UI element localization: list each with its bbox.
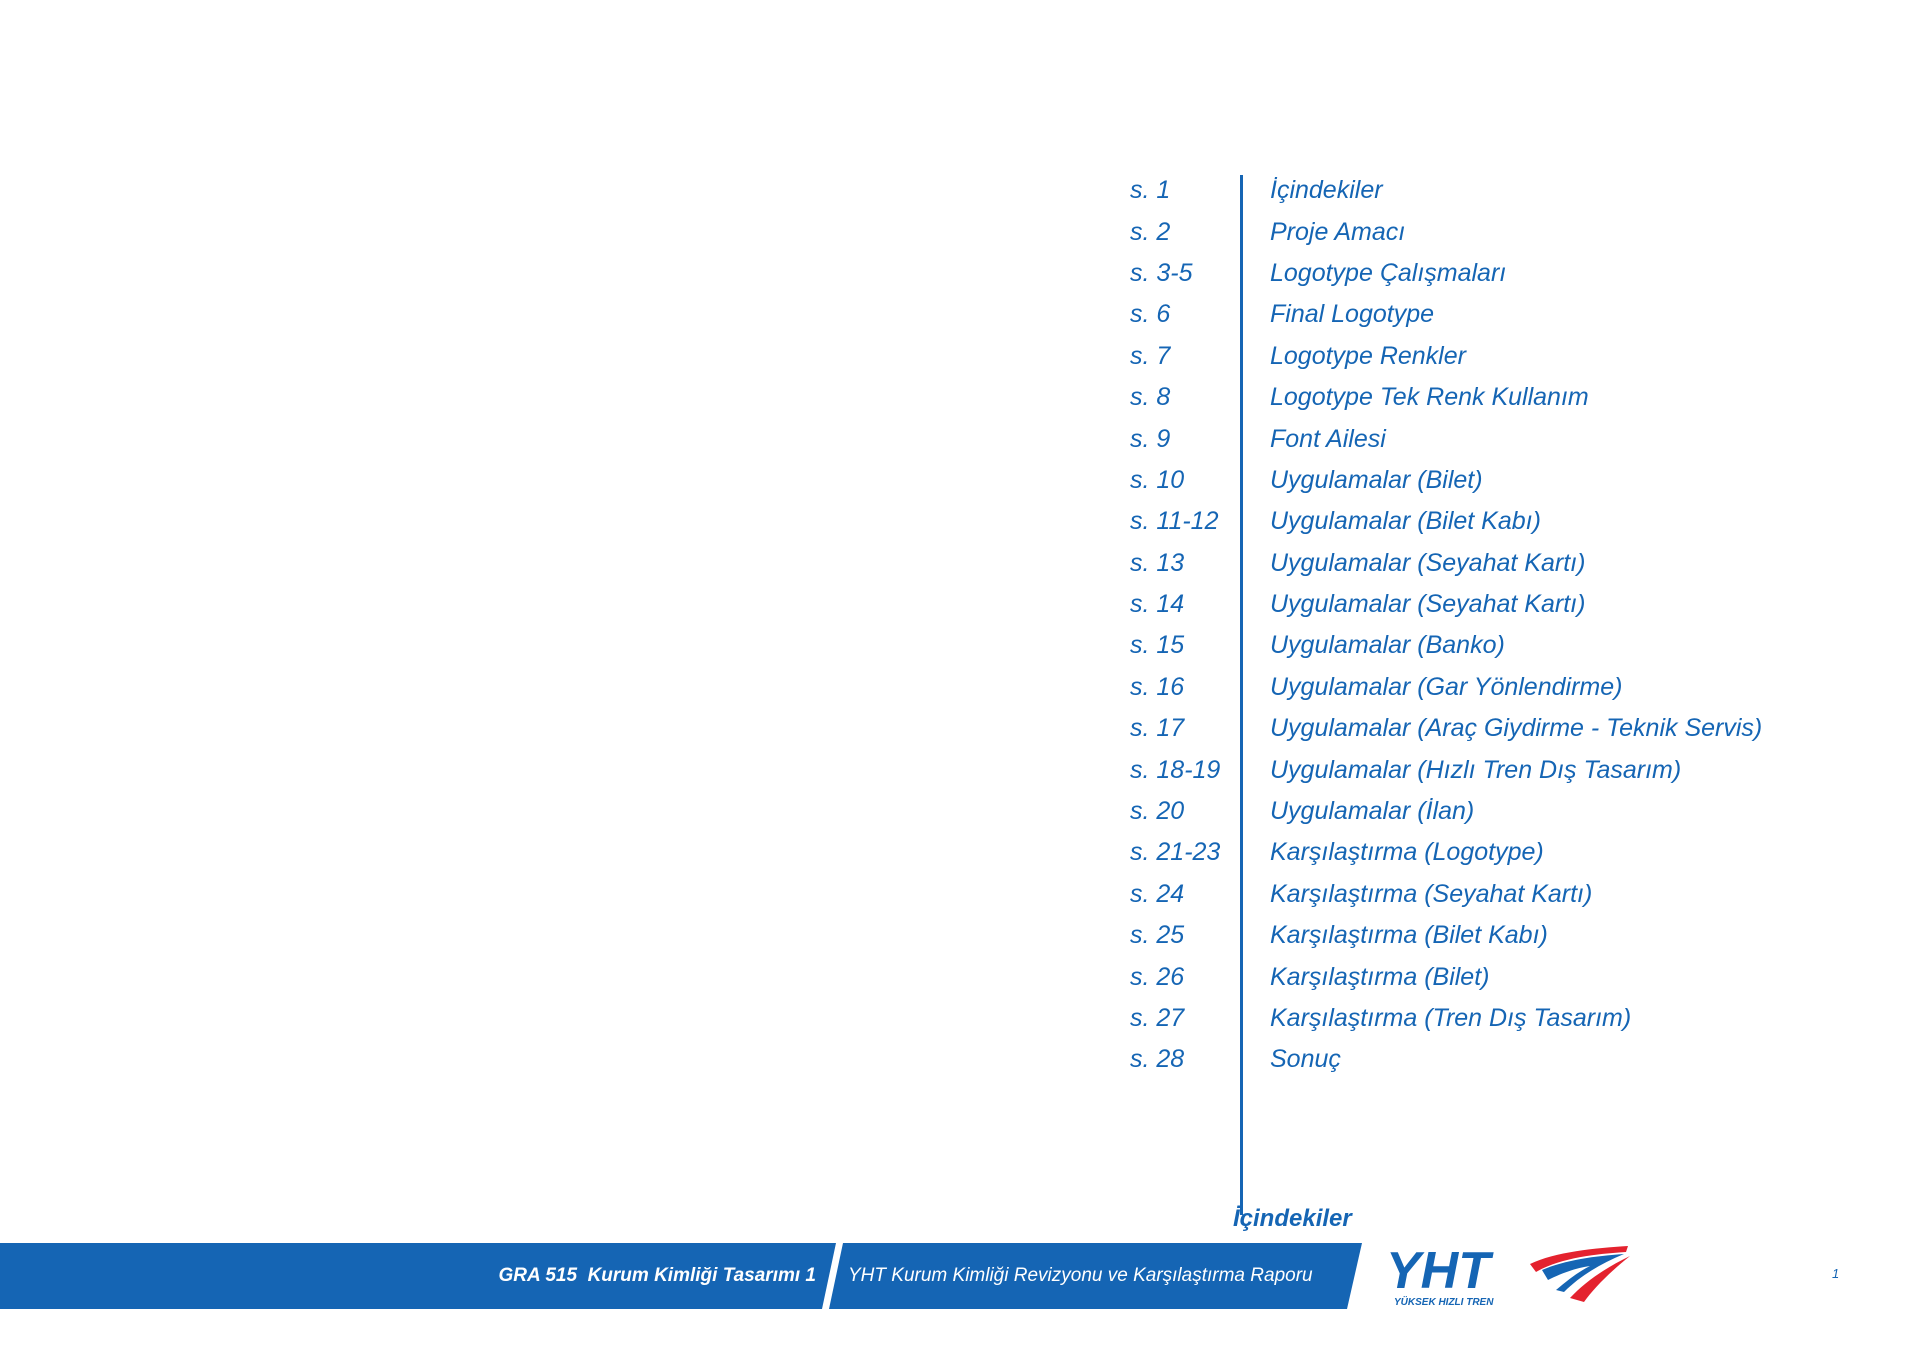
toc-row [1130, 1039, 1830, 1080]
toc-page-number: s. 10 [1130, 465, 1185, 494]
toc-entry-title: Uygulamalar (Hızlı Tren Dış Tasarım) [1270, 755, 1682, 784]
toc-row [1130, 460, 1830, 501]
toc-entry-title: Uygulamalar (Seyahat Kartı) [1270, 590, 1586, 619]
toc-row [1130, 170, 1830, 211]
table-of-contents [1130, 170, 1830, 1081]
toc-page-number: s. 11-12 [1130, 507, 1219, 536]
toc-page-number: s. 25 [1130, 921, 1185, 950]
toc-row [1130, 211, 1830, 252]
toc-entry-title: Karşılaştırma (Bilet Kabı) [1270, 921, 1548, 950]
toc-row [1130, 294, 1830, 335]
toc-row [1130, 584, 1830, 625]
toc-entry-title: Uygulamalar (Banko) [1270, 631, 1505, 660]
toc-row [1130, 336, 1830, 377]
toc-row [1130, 667, 1830, 708]
toc-entry-title: Logotype Renkler [1270, 341, 1466, 370]
toc-page-number: s. 13 [1130, 548, 1185, 577]
toc-page-number: s. 7 [1130, 341, 1171, 370]
toc-entry-title: İçindekiler [1270, 176, 1383, 205]
toc-entry-title: Sonuç [1270, 1045, 1341, 1074]
toc-page-number: s. 27 [1130, 1004, 1185, 1032]
toc-page-number: s. 8 [1130, 383, 1171, 412]
toc-row [1130, 749, 1830, 790]
course-title: GRA 515 Kurum Kimliği Tasarımı 1 [498, 1265, 816, 1286]
toc-entry-title: Karşılaştırma (Tren Dış Tasarım) [1270, 1004, 1632, 1032]
toc-entry-title: Uygulamalar (Seyahat Kartı) [1270, 548, 1586, 577]
toc-page-number: s. 17 [1130, 714, 1185, 743]
toc-row [1130, 253, 1830, 294]
toc-page-number: s. 20 [1130, 797, 1185, 826]
toc-page-number: s. 3-5 [1130, 258, 1193, 287]
toc-entry-title: Uygulamalar (Araç Giydirme - Teknik Servis) [1270, 714, 1763, 743]
yht-logo [1380, 1240, 1640, 1325]
toc-row [1130, 543, 1830, 584]
toc-page-number: s. 9 [1130, 424, 1171, 453]
toc-entry-title: Uygulamalar (Bilet Kabı) [1270, 507, 1541, 536]
logo-text: YHT [1386, 1242, 1490, 1300]
toc-row [1130, 956, 1830, 997]
toc-page-number: s. 24 [1130, 879, 1185, 908]
toc-row [1130, 377, 1830, 418]
toc-row [1130, 625, 1830, 666]
toc-row [1130, 832, 1830, 873]
toc-entry-title: Karşılaştırma (Bilet) [1270, 962, 1490, 991]
toc-row [1130, 791, 1830, 832]
toc-entry-title: Font Ailesi [1270, 424, 1386, 453]
toc-entry-title: Logotype Çalışmaları [1270, 258, 1507, 287]
toc-row [1130, 501, 1830, 542]
toc-page-number: s. 15 [1130, 631, 1185, 660]
toc-entry-title: Uygulamalar (Bilet) [1270, 465, 1483, 494]
toc-row [1130, 874, 1830, 915]
toc-page-number: s. 16 [1130, 672, 1185, 701]
toc-entry-title: Logotype Tek Renk Kullanım [1270, 383, 1589, 412]
toc-row [1130, 418, 1830, 459]
toc-page-number: s. 21-23 [1130, 838, 1221, 867]
toc-entry-title: Karşılaştırma (Seyahat Kartı) [1270, 879, 1593, 908]
toc-row [1130, 708, 1830, 749]
report-title: YHT Kurum Kimliği Revizyonu ve Karşılaştırma Raporu [848, 1265, 1313, 1286]
toc-entry-title: Proje Amacı [1270, 217, 1406, 246]
toc-page-number: s. 18-19 [1130, 755, 1221, 784]
toc-row [1130, 998, 1830, 1039]
section-title: İçindekiler [1233, 1205, 1352, 1232]
toc-page-number: s. 2 [1130, 217, 1171, 246]
toc-page-number: s. 26 [1130, 962, 1185, 991]
logo-subtitle: YÜKSEK HIZLI TREN [1394, 1297, 1494, 1308]
toc-row [1130, 915, 1830, 956]
toc-entry-title: Final Logotype [1270, 300, 1435, 329]
toc-page-number: s. 1 [1130, 176, 1171, 205]
toc-page-number: s. 14 [1130, 590, 1185, 619]
toc-page-number: s. 6 [1130, 300, 1171, 329]
toc-entry-title: Karşılaştırma (Logotype) [1270, 838, 1544, 867]
page-number: 1 [1832, 1266, 1840, 1281]
toc-divider [1240, 175, 1243, 1215]
toc-entry-title: Uygulamalar (Gar Yönlendirme) [1270, 672, 1623, 701]
toc-page-number: s. 28 [1130, 1045, 1185, 1074]
toc-entry-title: Uygulamalar (İlan) [1270, 797, 1475, 826]
